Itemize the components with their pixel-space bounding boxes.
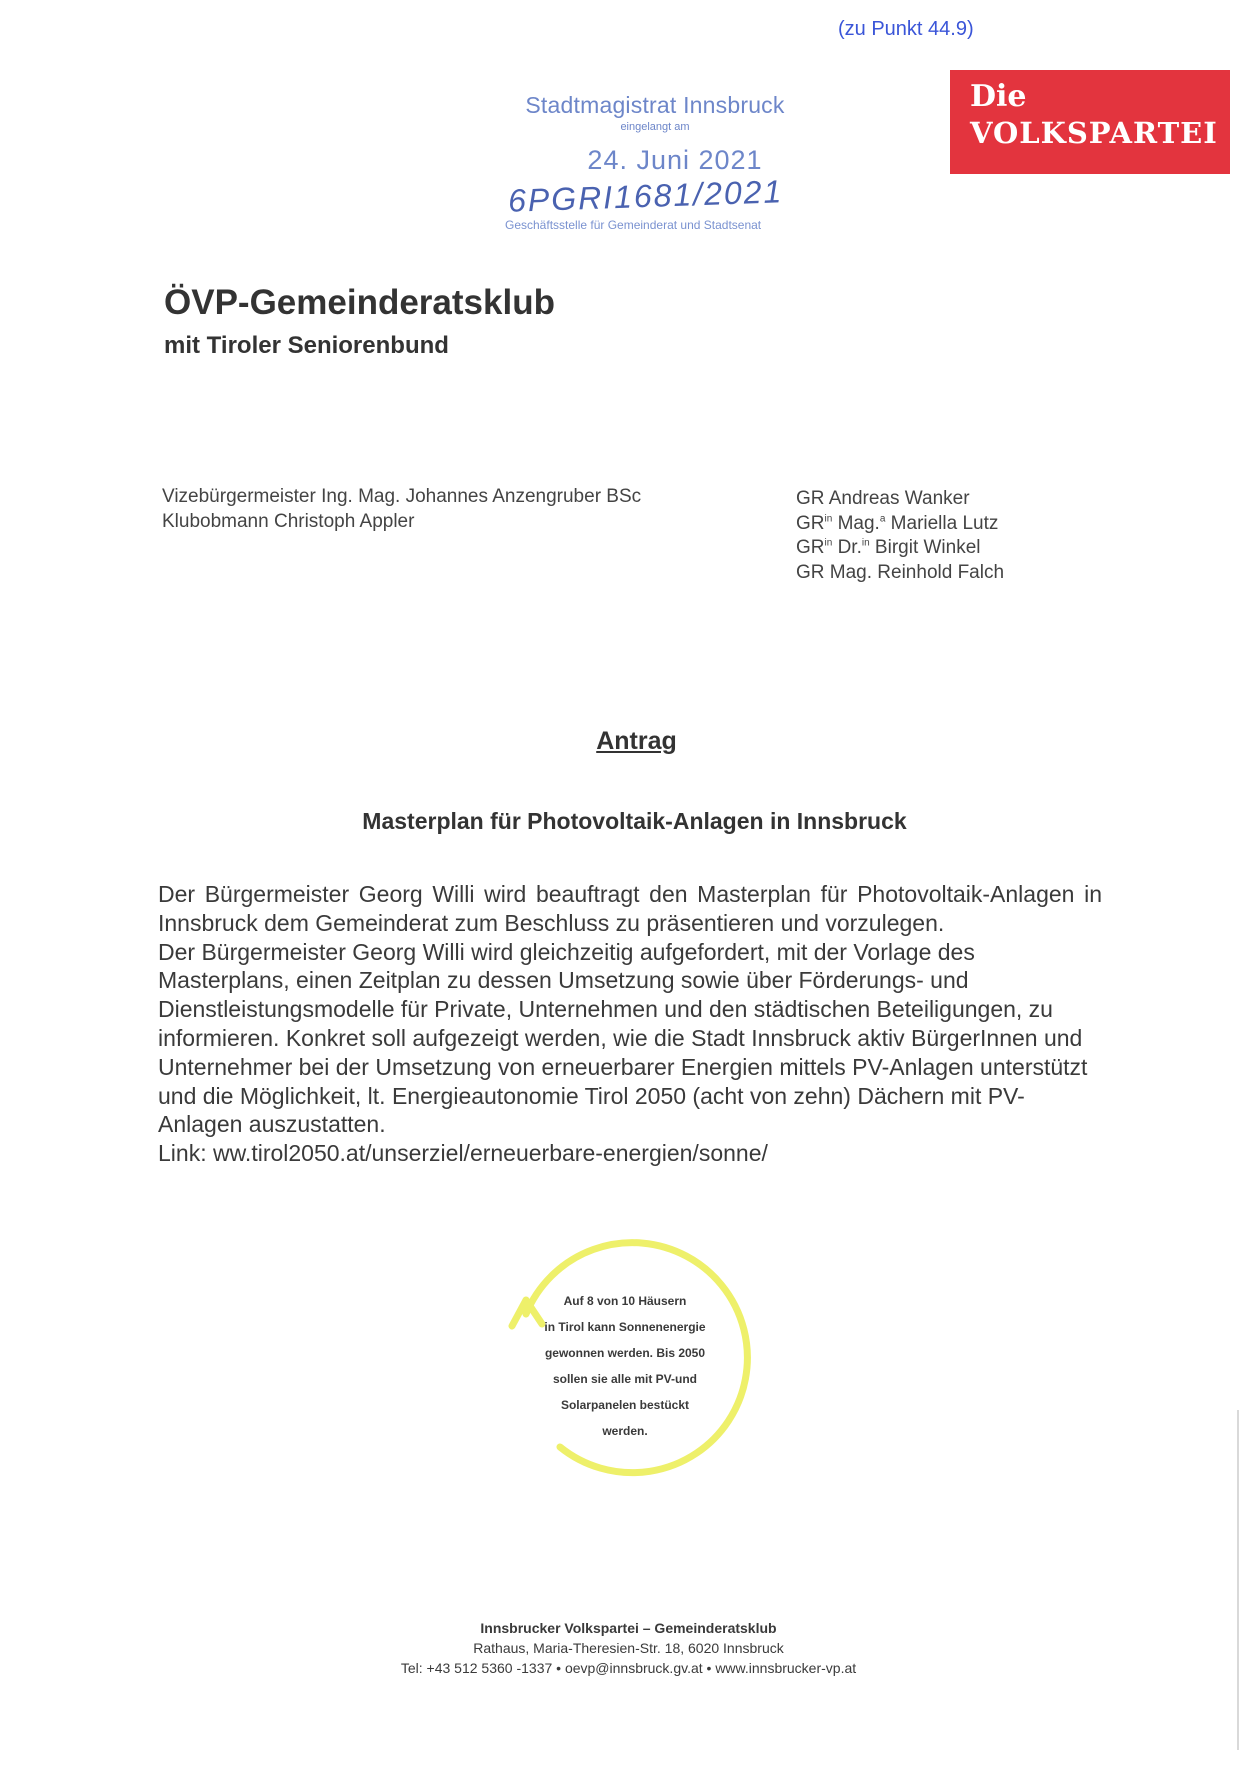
document-heading: Antrag [596, 727, 677, 755]
signer: GR Andreas Wanker [796, 488, 970, 509]
receipt-stamp [500, 92, 810, 176]
stamp-file-number: 6PGRI1681/2021 [507, 173, 784, 219]
signers-left [162, 484, 641, 534]
signer: $GR^{in}$ Mag.$^a$ Mariella Lutz [796, 512, 999, 534]
stamp-title: Stadtmagistrat Innsbruck [525, 92, 785, 118]
infographic-line: gewonnen werden. Bis 2050 [544, 1346, 706, 1360]
reference-note: (zu Punkt 44.9) [838, 18, 974, 40]
body-link: Link: ww.tirol2050.at/unserziel/erneuerbare-energien/sonne/ [158, 1140, 768, 1167]
infographic-line: werden. [602, 1424, 648, 1438]
body-paragraph: Der Bürgermeister Georg Willi wird beauftragt den Masterplan für Photovoltaik-Anlagen in Innsbruck dem Gemeinderat zum Beschluss zu präsentieren und vorzulegen. [158, 881, 1102, 936]
infographic-line: Solarpanelen bestückt [560, 1398, 690, 1412]
footer-address: Rathaus, Maria-Theresien-Str. 18, 6020 Innsbruck [473, 1640, 784, 1656]
body-paragraph: Der Bürgermeister Georg Willi wird gleichzeitig aufgefordert, mit der Vorlage des Masterplans, einen Zeitplan zu dessen Umsetzung sowie über Förderungs- und Dienstleistungsmodelle für Private, Unternehmen und den städtischen Beteiligungen, zu informieren. Konkret soll aufgezeigt werden, wie die Stadt Innsbruck aktiv BürgerInnen und Unternehmer bei der Umsetzung von erneuerbarer Energien mittels PV-Anlagen unterstützt und die Möglichkeit, lt. Energieautonomie Tirol 2050 (acht von zehn) Dächern mit PV-Anlagen auszustatten. [158, 938, 1088, 1138]
scan-edge [1237, 1410, 1239, 1750]
club-subtitle: mit Tiroler Seniorenbund [164, 332, 449, 359]
signer: $GR^{in}$ Dr.$^{in}$ Birgit Winkel [796, 537, 981, 558]
stamp-date: 24. Juni 2021 [587, 145, 763, 175]
stamp-office: Geschäftsstelle für Gemeinderat und Stadtsenat [505, 218, 762, 232]
signer: GR Mag. Reinhold Falch [796, 561, 1005, 583]
footer [0, 1618, 1257, 1678]
infographic-line: in Tirol kann Sonnenenergie [544, 1320, 706, 1334]
infographic-text [526, 1288, 724, 1444]
stamp-received-label: eingelangt am [620, 121, 690, 133]
infographic-line: sollen sie alle mit PV-und [552, 1372, 698, 1386]
signer: Vizebürgermeister Ing. Mag. Johannes Anzengruber BSc [162, 486, 642, 507]
logo-line-1: Die [970, 79, 1027, 114]
logo-line-2: VOLKSPARTEI [970, 116, 1218, 150]
document-subject: Masterplan für Photovoltaik-Anlagen in Innsbruck [362, 808, 907, 834]
footer-contact: Tel: +43 512 5360 -1337 • oevp@innsbruck.gv.at • www.innsbrucker-vp.at [400, 1660, 857, 1676]
signer: Klubobmann Christoph Appler [162, 511, 415, 532]
motion-body [158, 880, 1102, 1168]
club-title: ÖVP-Gemeinderatsklub [164, 283, 555, 322]
infographic-line: Auf 8 von 10 Häusern [563, 1294, 687, 1308]
solar-infographic [490, 1222, 760, 1487]
party-logo [950, 70, 1230, 174]
signers-right [796, 487, 1004, 585]
footer-org: Innsbrucker Volkspartei – Gemeinderatsklub [480, 1620, 777, 1636]
